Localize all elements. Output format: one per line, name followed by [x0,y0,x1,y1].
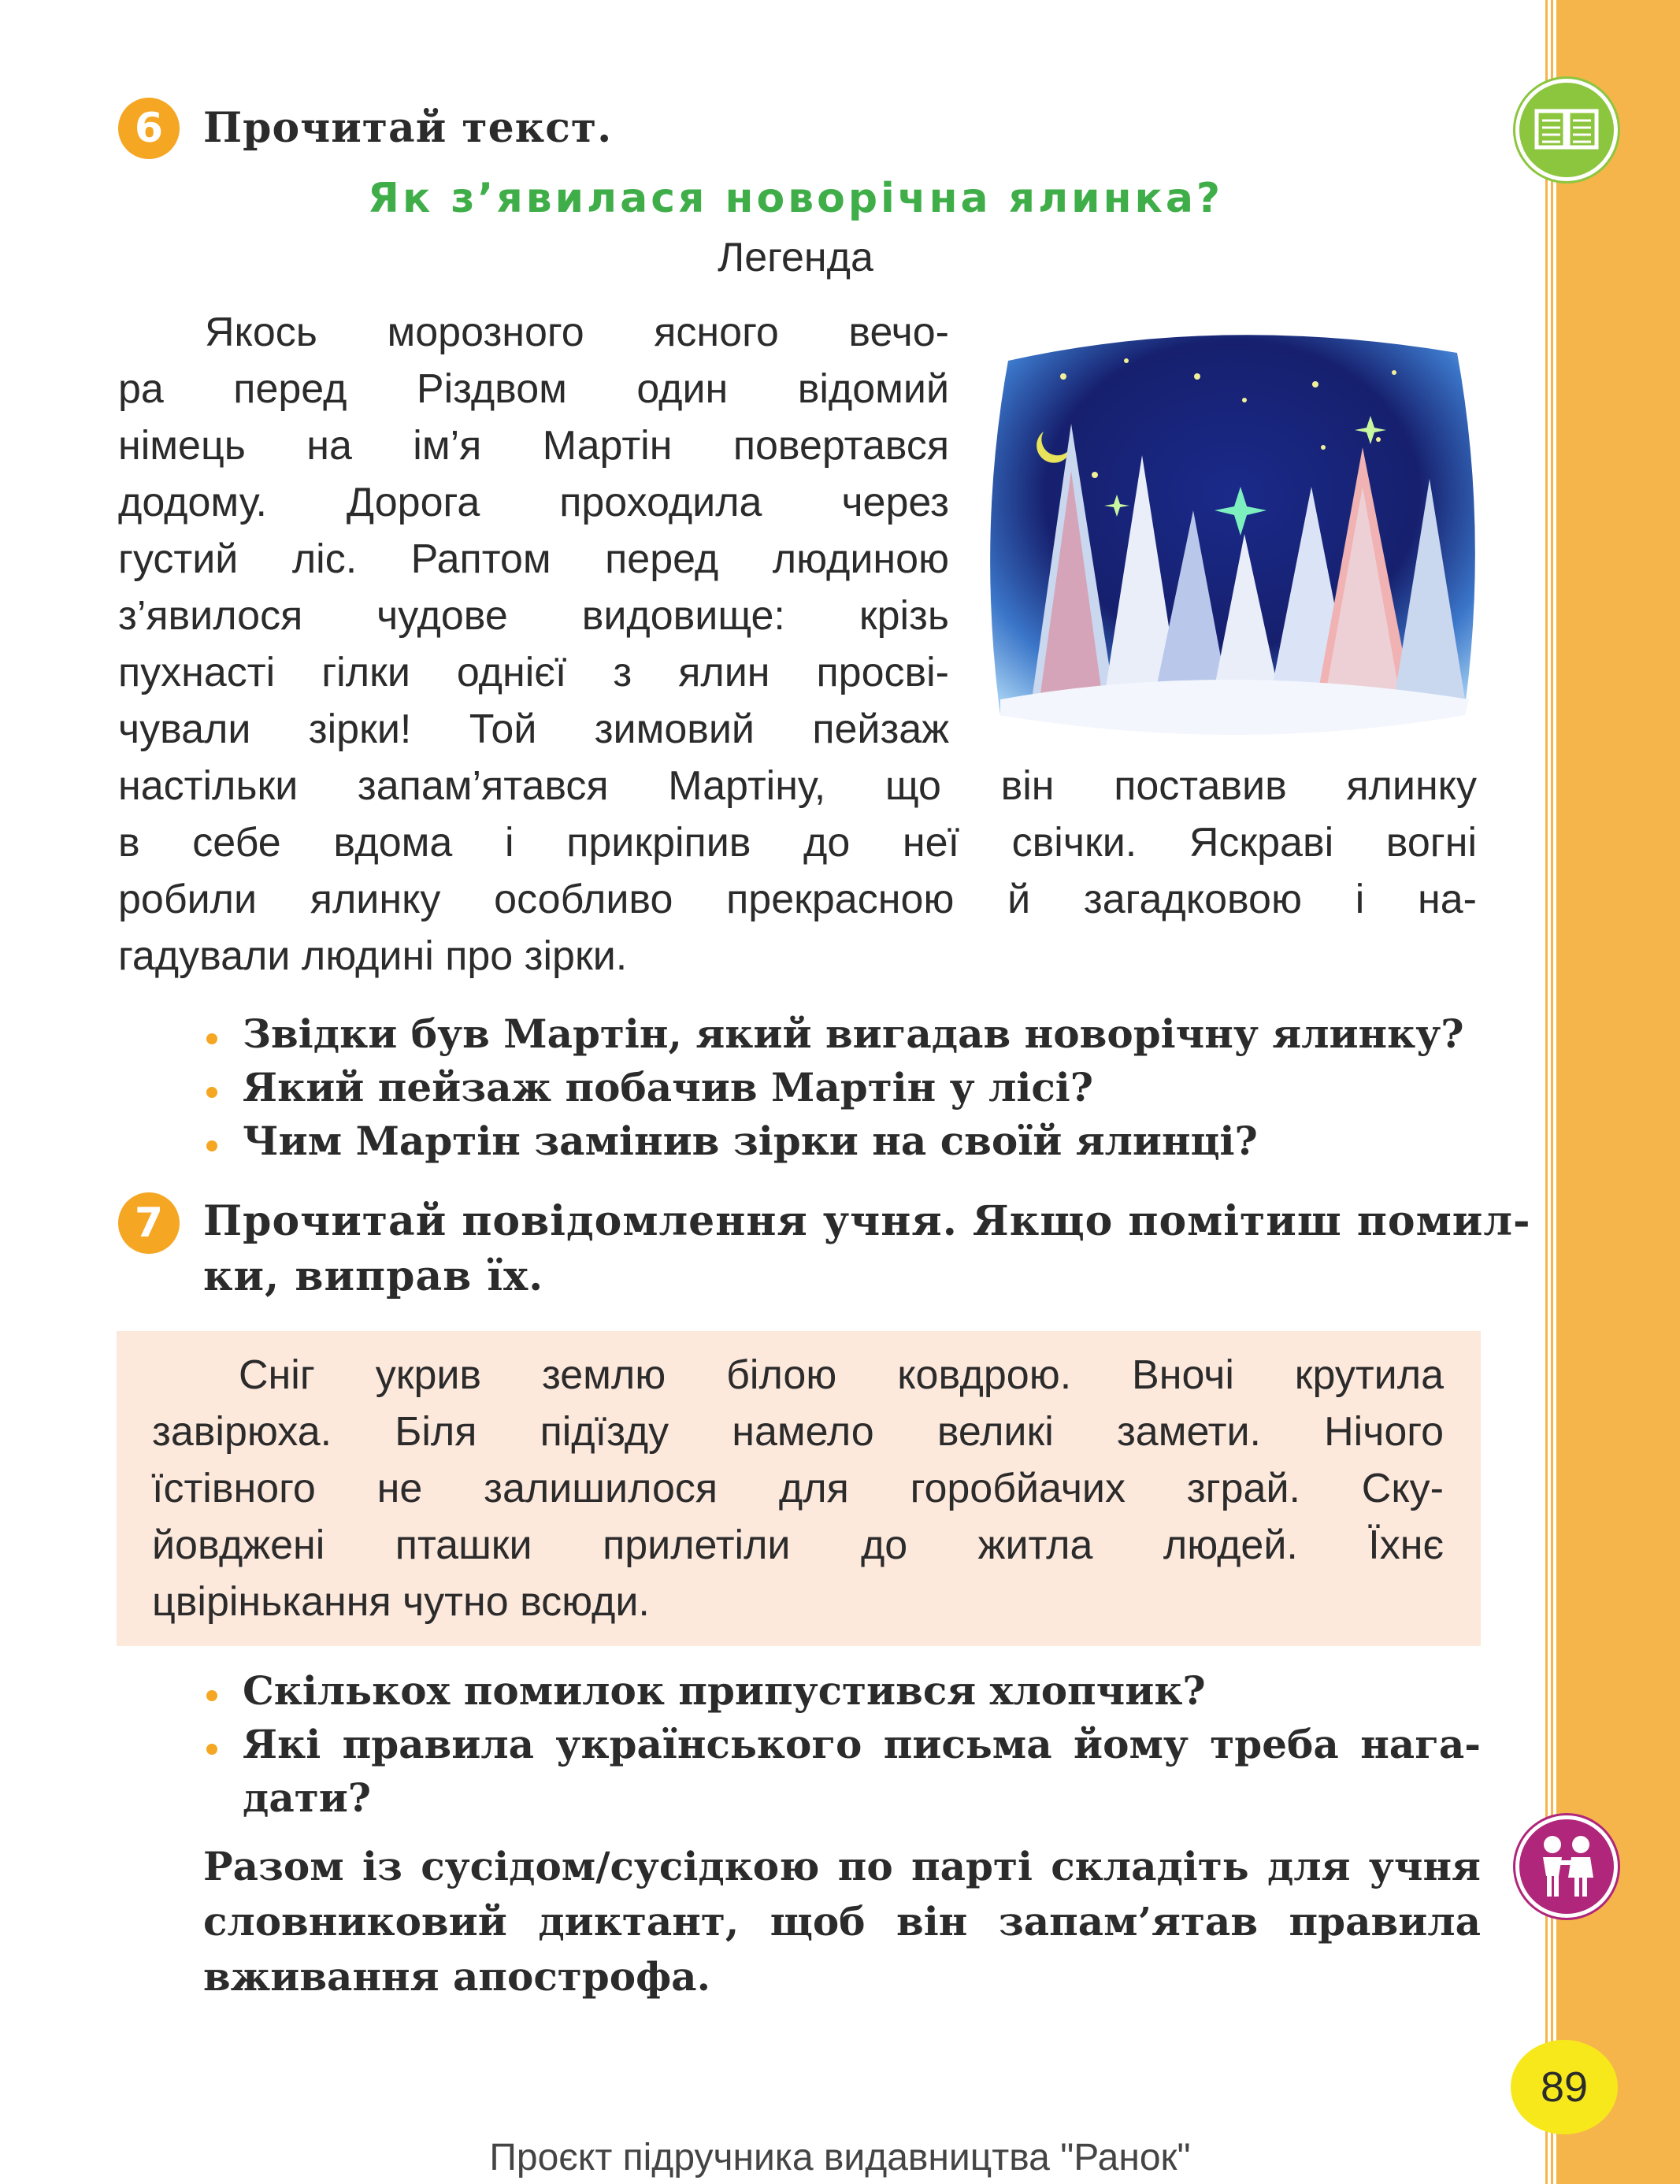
winter-forest-illustration [985,329,1477,739]
story-line: німець на ім’я Мартін повертався [118,423,949,469]
page-number: 89 [1511,2040,1618,2134]
question: Чим Мартін замінив зірки на своїй ялинці? [243,1118,1258,1164]
question: Який пейзаж побачив Мартін у лісі? [243,1064,1094,1111]
story-line: з’явилося чудове видовище: крізь [118,593,949,639]
story-line: чували зірки! Той зимовий пейзаж [118,706,949,752]
message-line: їстівного не залишилося для горобйачих зграй. Ску- [152,1466,1444,1511]
task-number-7: 7 [118,1192,180,1254]
bullet-dot [206,1140,217,1151]
message-line: йовджені пташки прилетіли до житла людей. Їхнє [152,1522,1444,1568]
story-line: ра перед Різдвом один відомий [118,366,949,412]
open-book-icon [1515,79,1618,181]
question: Звідки був Мартін, який вигадав новорічну ялинку? [243,1010,1464,1057]
story-line: густий ліс. Раптом перед людиною [118,536,949,582]
bullet-dot [206,1087,217,1098]
bullet-dot [206,1033,217,1044]
message-line: Сніг укрив землю білою ковдрою. Вночі крутила [239,1352,1444,1398]
student-message [117,1331,1481,1646]
task7-instruction: ки, виправ їх. [203,1252,544,1300]
story-line: Якось морозного ясного вечо- [205,310,949,355]
story-title: Як з’явилася новорічна ялинка? [367,175,1224,222]
bullet-dot [206,1744,217,1755]
question: дати? [243,1774,372,1821]
story-subtitle: Легенда [718,235,873,280]
footer: Проєкт підручника видавництва "Ранок" [489,2137,1191,2178]
group-task-line: словниковий диктант, щоб він запам’ятав правила [203,1898,1481,1945]
story-line: пухнасті гілки однієї з ялин просві- [118,650,949,695]
message-line: завірюха. Біля підїзду намело великі замети. Нічого [152,1409,1444,1455]
question: Скількох помилок припустився хлопчик? [243,1667,1206,1714]
story-line: в себе вдома і прикріпив до неї свічки. Яскраві вогні [118,820,1477,866]
group-task-line: Разом із сусідом/сусідкою по парті складіть для учня [203,1843,1481,1889]
task-number-6: 6 [118,98,180,159]
message-line: цвірінькання чутно всюди. [152,1579,650,1625]
two-children-icon [1515,1815,1618,1918]
story-line: додому. Дорога проходила через [118,480,949,525]
story-line: робили ялинку особливо прекрасною й загадковою і на- [118,877,1477,922]
task6-instruction: Прочитай текст. [203,104,613,152]
story-line: настільки запам’ятався Мартіну, що він поставив ялинку [118,763,1477,809]
group-task-line: вживання апострофа. [203,1953,710,2000]
question: Які правила українського письма йому треба нага- [243,1721,1481,1767]
bullet-dot [206,1690,217,1701]
story-line: гадували людині про зірки. [118,933,628,979]
task7-instruction: Прочитай повідомлення учня. Якщо помітиш помил- [203,1197,1531,1245]
